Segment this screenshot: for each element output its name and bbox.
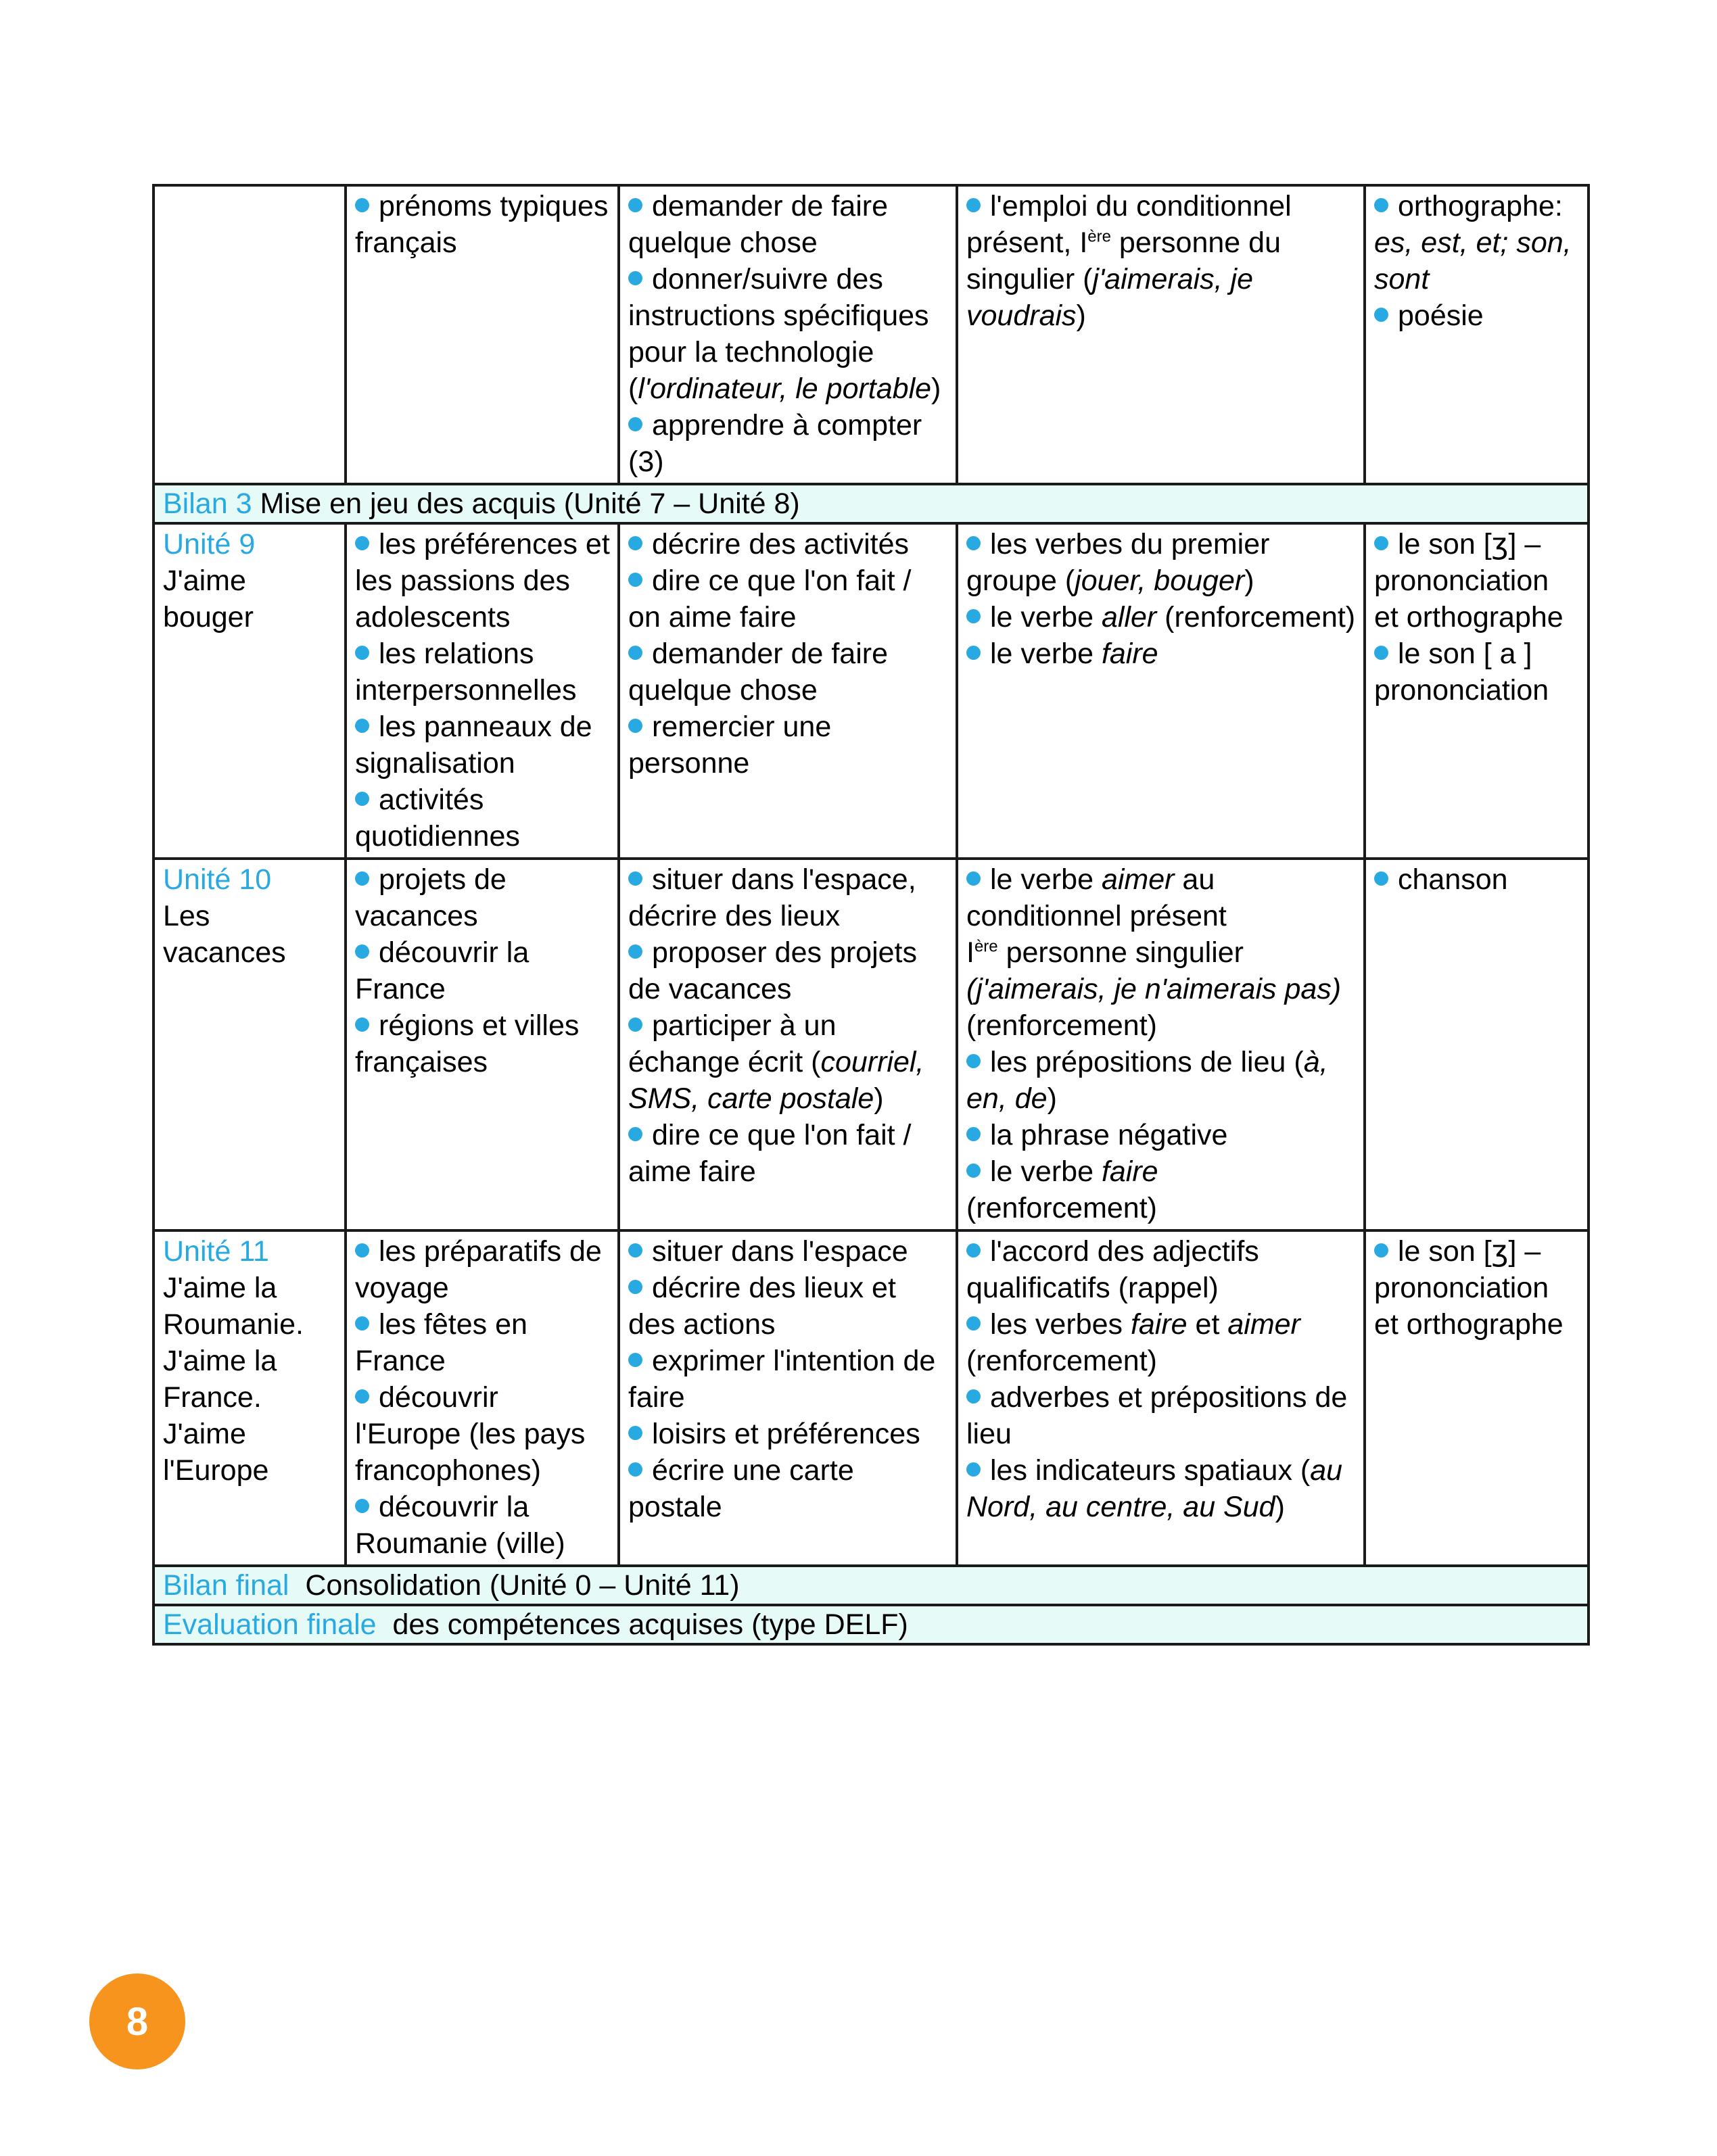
bullet-icon [628,1017,642,1032]
bilan-row [154,484,1589,523]
list-item: découvrir la France [355,936,530,1005]
list-item: demander de faire quelque chose [628,638,888,706]
bullet-icon [1374,198,1388,212]
list-item: activités quotidiennes [355,784,520,853]
list-item: le son [ a ] prononciation [1374,638,1549,706]
bullet-icon [355,646,369,660]
theme-cell [346,523,619,859]
list-item: apprendre à compter (3) [628,409,922,478]
list-item: le verbe aller (renforcement) [966,599,1357,636]
list-item: les relations interpersonnelles [355,638,577,706]
list-item: chanson [1374,861,1580,898]
page-number: 8 [126,1999,149,2044]
unit-10-cell [154,859,346,1230]
list-item: demander de faire quelque chose [628,190,888,259]
list-item: décrire des activités [628,526,949,562]
list-item: décrire des lieux et des actions [628,1272,896,1341]
bullet-icon [1374,871,1388,886]
list-item: orthographe: es, est, et; son, sont [1374,190,1572,295]
list-item: proposer des projets de vacances [628,936,917,1005]
list-item: donner/suivre des instructions spécifiques pour la technologie (l'ordinateur, le portable) [628,263,941,405]
list-item: les préférences et les passions des adolescents [355,528,610,633]
bullet-icon [628,944,642,959]
bullet-icon [966,198,981,212]
bullet-icon [628,271,642,285]
communication-cell [619,523,957,859]
theme-cell [346,1230,619,1566]
bullet-icon [966,871,981,886]
grammar-cell [957,185,1365,484]
evaluation-row [154,1605,1589,1644]
bullet-icon [355,792,369,806]
unit-title: J'aime bouger [163,565,254,633]
bullet-icon [1374,646,1388,660]
list-item: la phrase négative [966,1117,1357,1153]
list-item: les fêtes en France [355,1308,527,1377]
table-row [154,523,1589,859]
bullet-icon [966,1462,981,1477]
bullet-icon [628,871,642,886]
list-item: projets de vacances [355,863,507,932]
unit-title: Les vacances [163,900,286,969]
list-item: adverbes et prépositions de lieu [966,1381,1348,1450]
list-item: exprimer l'intention de faire [628,1345,936,1414]
theme-cell [346,859,619,1230]
list-item: dire ce que l'on fait / on aime faire [628,565,912,633]
bullet-icon [966,1054,981,1068]
bullet-icon [1374,1243,1388,1257]
bilan-3-cell: Bilan 3 Mise en jeu des acquis (Unité 7 – Unité 8) [154,484,1589,523]
unit-9-cell [154,523,346,859]
list-item: l'accord des adjectifs qualificatifs (rappel) [966,1235,1259,1304]
list-item: les panneaux de signalisation [355,711,592,780]
bullet-icon [966,1389,981,1404]
table-row [154,1230,1589,1566]
unit-title: J'aime la Roumanie. J'aime la France. J'aime l'Europe [163,1272,304,1487]
bullet-icon [628,536,642,550]
bullet-icon [355,198,369,212]
bullet-icon [966,1127,981,1141]
list-item: loisirs et préférences [628,1416,949,1452]
list-item: écrire une carte postale [628,1454,854,1523]
bullet-icon [355,1316,369,1331]
list-item: le son [ʒ] – prononciation et orthographe [1374,527,1563,633]
list-item: situer dans l'espace, décrire des lieux [628,863,916,932]
bullet-icon [966,1243,981,1257]
communication-cell [619,185,957,484]
bullet-icon [1374,536,1388,550]
bullet-icon [355,1499,369,1513]
bullet-icon [966,1316,981,1331]
bilan-row [154,1566,1589,1605]
list-item: régions et villes françaises [355,1009,580,1078]
grammar-cell [957,523,1365,859]
bullet-icon [355,944,369,959]
bullet-icon [966,536,981,550]
bullet-icon [628,646,642,660]
unit-11-cell [154,1230,346,1566]
list-item: poésie [1374,297,1580,334]
list-item: prénoms typiques français [355,190,609,259]
bullet-icon [628,1243,642,1257]
bullet-icon [966,1164,981,1178]
unit-label: Unité 9 [163,528,256,560]
phonetics-cell [1365,1230,1589,1566]
table-row [154,859,1589,1230]
list-item: les indicateurs spatiaux (au Nord, au centre, au Sud) [966,1454,1343,1523]
bullet-icon [355,871,369,886]
list-item: le verbe faire [966,636,1357,672]
bullet-icon [628,573,642,587]
bullet-icon [355,1243,369,1257]
bullet-icon [628,1353,642,1367]
bullet-icon [628,1280,642,1294]
bullet-icon [628,198,642,212]
bullet-icon [628,417,642,431]
list-item: dire ce que l'on fait / aime faire [628,1119,912,1188]
bullet-icon [628,719,642,733]
bullet-icon [628,1127,642,1141]
evaluation-finale-cell: Evaluation finale des compétences acquises (type DELF) [154,1605,1589,1644]
table-row [154,185,1589,484]
bullet-icon [355,536,369,550]
list-item: remercier une personne [628,711,832,780]
bullet-icon [966,646,981,660]
page-number-badge [89,1973,185,2069]
bullet-icon [355,1389,369,1404]
bullet-icon [628,1462,642,1477]
bilan-final-cell: Bilan final Consolidation (Unité 0 – Unité 11) [154,1566,1589,1605]
bullet-icon [628,1426,642,1440]
grammar-cell [957,859,1365,1230]
unit-label: Unité 11 [163,1235,269,1268]
bullet-icon [1374,308,1388,322]
theme-cell [346,185,619,484]
communication-cell [619,859,957,1230]
bullet-icon [355,719,369,733]
list-item: situer dans l'espace [628,1233,949,1270]
bullet-icon [355,1017,369,1032]
list-item: les verbes faire et aimer (renforcement) [966,1308,1300,1377]
communication-cell [619,1230,957,1566]
list-item: l'emploi du conditionnel présent, Ière personne du singulier (j'aimerais, je voudrais) [966,190,1292,332]
bullet-icon [966,609,981,623]
list-item: le son [ʒ] – prononciation et orthographe [1374,1235,1563,1341]
phonetics-cell [1365,523,1589,859]
grammar-cell [957,1230,1365,1566]
unit-label: Unité 10 [163,863,272,896]
list-item: les préparatifs de voyage [355,1235,602,1304]
syllabus-table [152,184,1590,1646]
phonetics-cell [1365,185,1589,484]
list-item: les verbes du premier groupe (jouer, bouger) [966,528,1270,597]
list-item: les prépositions de lieu (à, en, de) [966,1046,1328,1115]
unit-cell [154,185,346,484]
list-item: le verbe aimer au conditionnel présent Ière personne singulier (j'aimerais, je n'aimerais pas) (renforcement) [966,863,1342,1042]
list-item: découvrir la Roumanie (ville) [355,1491,565,1560]
list-item: participer à un échange écrit (courriel, SMS, carte postale) [628,1009,924,1115]
list-item: le verbe faire (renforcement) [966,1155,1158,1224]
phonetics-cell [1365,859,1589,1230]
list-item: découvrir l'Europe (les pays francophones) [355,1381,586,1487]
